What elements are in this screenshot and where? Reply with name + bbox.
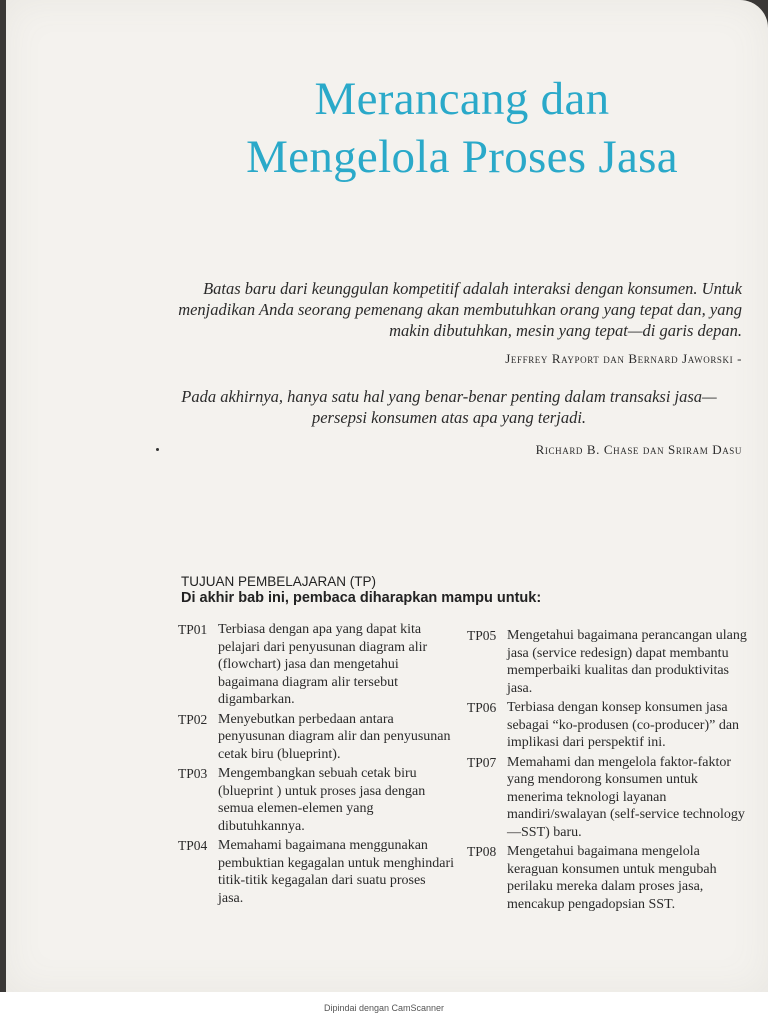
chapter-title-line-1: Merancang dan <box>314 73 610 125</box>
objectives-right-column <box>467 627 749 915</box>
objective-item <box>178 621 454 709</box>
epigraph-quote-2: Pada akhirnya, hanya satu hal yang benar-benar penting dalam transaksi jasa—persepsi konsumen atas apa yang terjadi. <box>181 387 717 427</box>
objective-item <box>178 765 454 835</box>
objective-text: Memahami dan mengelola faktor-faktor yang mendorong konsumen untuk menerima teknologi layanan mandiri/swalayan (self-service technology—SST) baru. <box>507 754 745 840</box>
objective-code: TP07 <box>467 754 497 770</box>
objective-code: TP06 <box>467 700 497 715</box>
objective-item <box>178 837 454 907</box>
objective-code: TP05 <box>467 628 497 643</box>
objective-text: Mengembangkan sebuah cetak biru (blueprint ) untuk proses jasa dengan semua elemen-elemen yang dibutuhkannya. <box>218 766 426 834</box>
objective-code: TP04 <box>178 838 208 853</box>
stray-mark <box>156 448 159 451</box>
objective-code: TP02 <box>178 711 208 727</box>
objective-text: Mengetahui bagaimana mengelola keraguan konsumen untuk mengubah perilaku mereka dalam proses jasa, mencakup pengadopsian SST. <box>507 844 717 912</box>
objective-item <box>178 711 454 764</box>
objective-code: TP08 <box>467 844 497 859</box>
chapter-title <box>202 70 722 186</box>
objective-text: Mengetahui bagaimana perancangan ulang jasa (service redesign) dapat membantu memperbaiki kualitas dan produktivitas jasa. <box>507 628 747 696</box>
objectives-left-column <box>178 621 454 909</box>
objective-text: Terbiasa dengan apa yang dapat kita pelajari dari penyusunan diagram alir (flowchart) jasa dan mengetahui bagaimana diagram alir tersebut digambarkan. <box>218 622 428 707</box>
objective-item <box>467 754 749 842</box>
objectives-header <box>181 573 681 607</box>
epigraph-author-1: Jeffrey Rayport dan Bernard Jaworski - <box>505 351 742 366</box>
epigraph-author-2: Richard B. Chase dan Sriram Dasu <box>535 442 742 457</box>
objective-text: Menyebutkan perbedaan antara penyusunan diagram alir dan penyusunan cetak biru (blueprint). <box>218 711 451 762</box>
objective-item <box>467 627 749 697</box>
document-page <box>6 0 768 992</box>
epigraph-quote-1: Batas baru dari keunggulan kompetitif adalah interaksi dengan konsumen. Untuk menjadikan Anda seorang pemenang akan membutuhkan orang yang tepat dan, yang makin dibutuhkan, mesin yang tepat—di garis depan. <box>178 279 742 340</box>
objective-code: TP03 <box>178 766 208 781</box>
objective-text: Terbiasa dengan konsep konsumen jasa sebagai “ko-produsen (co-producer)” dan implikasi dari perspektif ini. <box>507 700 740 750</box>
chapter-title-line-2: Mengelola Proses Jasa <box>246 131 678 183</box>
objective-code: TP01 <box>178 622 208 637</box>
objectives-heading: TUJUAN PEMBELAJARAN (TP) <box>181 574 377 589</box>
objectives-subheading: Di akhir bab ini, pembaca diharapkan mampu untuk: <box>181 590 542 606</box>
scanner-watermark: Dipindai dengan CamScanner <box>323 1003 445 1013</box>
objective-item <box>467 699 749 752</box>
objective-item <box>467 843 749 913</box>
objective-text: Memahami bagaimana menggunakan pembuktian kegagalan untuk menghindari titik-titik kegagalan dari suatu proses jasa. <box>218 838 454 906</box>
